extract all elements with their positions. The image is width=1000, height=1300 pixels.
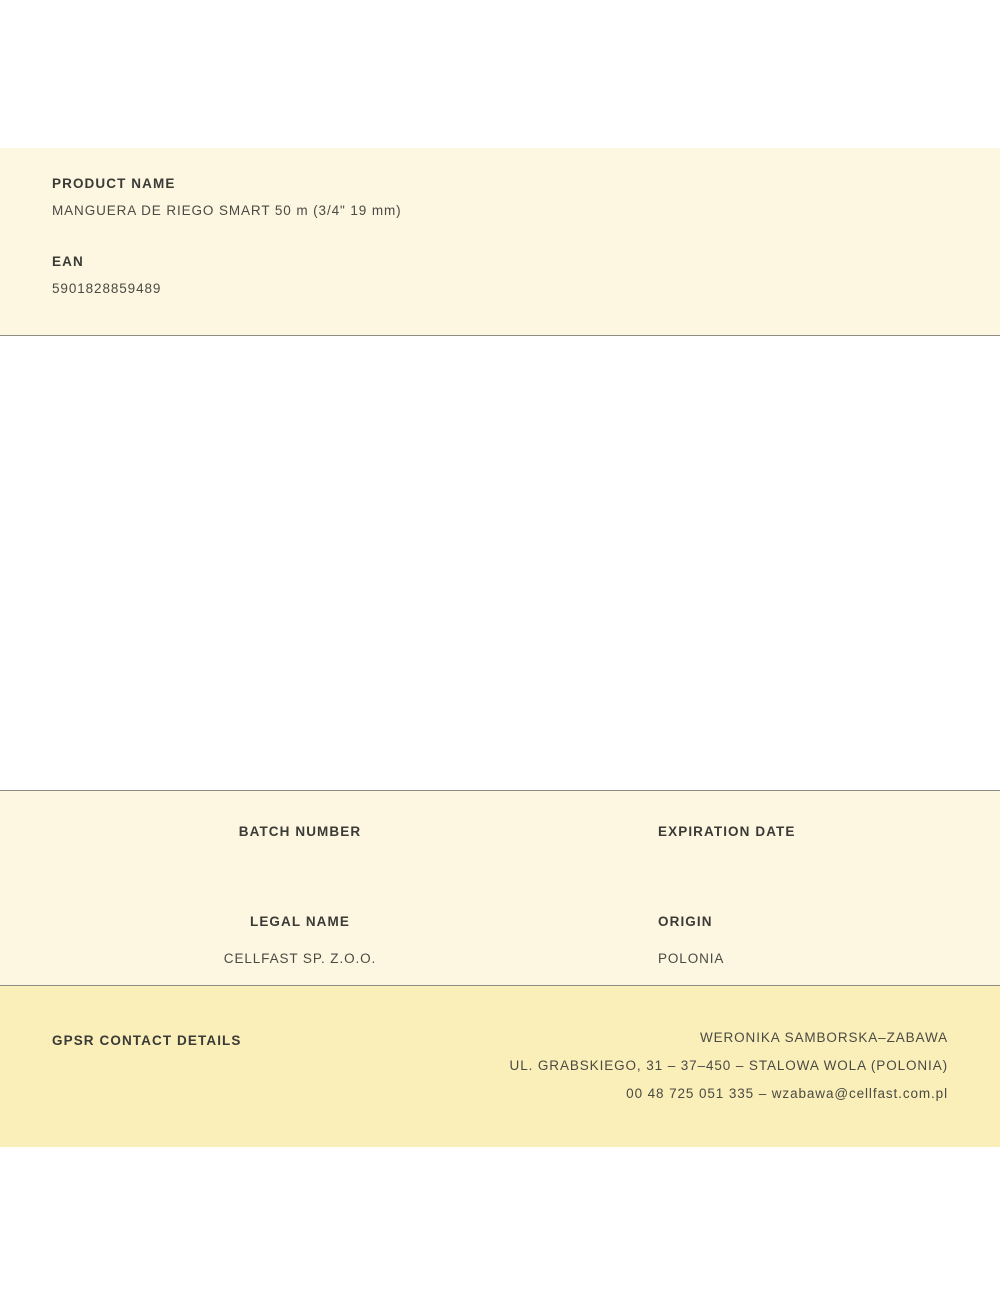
top-margin: [0, 0, 1000, 148]
details-row-batch: [0, 824, 1000, 861]
gpsr-contact-section: [0, 986, 1000, 1147]
batch-number-label: BATCH NUMBER: [238, 824, 362, 839]
product-name-label: PRODUCT NAME: [52, 176, 176, 191]
details-row-legal: [0, 914, 1000, 966]
gpsr-contact-address: UL. GRABSKIEGO, 31 – 37–450 – STALOWA WOLA (POLONIA): [509, 1058, 948, 1073]
bottom-margin: [0, 1147, 1000, 1300]
origin-value: POLONIA: [658, 951, 725, 966]
expiration-date-cell: [600, 824, 1000, 861]
gpsr-contact-phone-email: 00 48 725 051 335 – wzabawa@cellfast.com.pl: [626, 1086, 948, 1101]
details-grid: [0, 791, 1000, 985]
product-name-value: MANGUERA DE RIEGO SMART 50 m (3/4" 19 mm): [52, 203, 402, 218]
origin-cell: [600, 914, 1000, 966]
image-placeholder-area: [0, 336, 1000, 790]
product-details-section: [0, 790, 1000, 986]
field-spacer: [52, 218, 948, 254]
ean-value: 5901828859489: [52, 281, 162, 296]
legal-name-cell: [0, 914, 600, 966]
product-summary-section: [0, 148, 1000, 336]
batch-number-cell: [0, 824, 600, 861]
gpsr-contact-label: GPSR CONTACT DETAILS: [52, 1033, 242, 1048]
ean-label: EAN: [52, 254, 84, 269]
legal-name-label: LEGAL NAME: [249, 914, 350, 929]
gpsr-contact-person: WERONIKA SAMBORSKA–ZABAWA: [699, 1030, 948, 1045]
expiration-date-label: EXPIRATION DATE: [658, 824, 796, 839]
origin-label: ORIGIN: [658, 914, 713, 929]
gpsr-contact-lines: [510, 1030, 948, 1101]
legal-name-value: CELLFAST SP. Z.O.O.: [223, 951, 377, 966]
